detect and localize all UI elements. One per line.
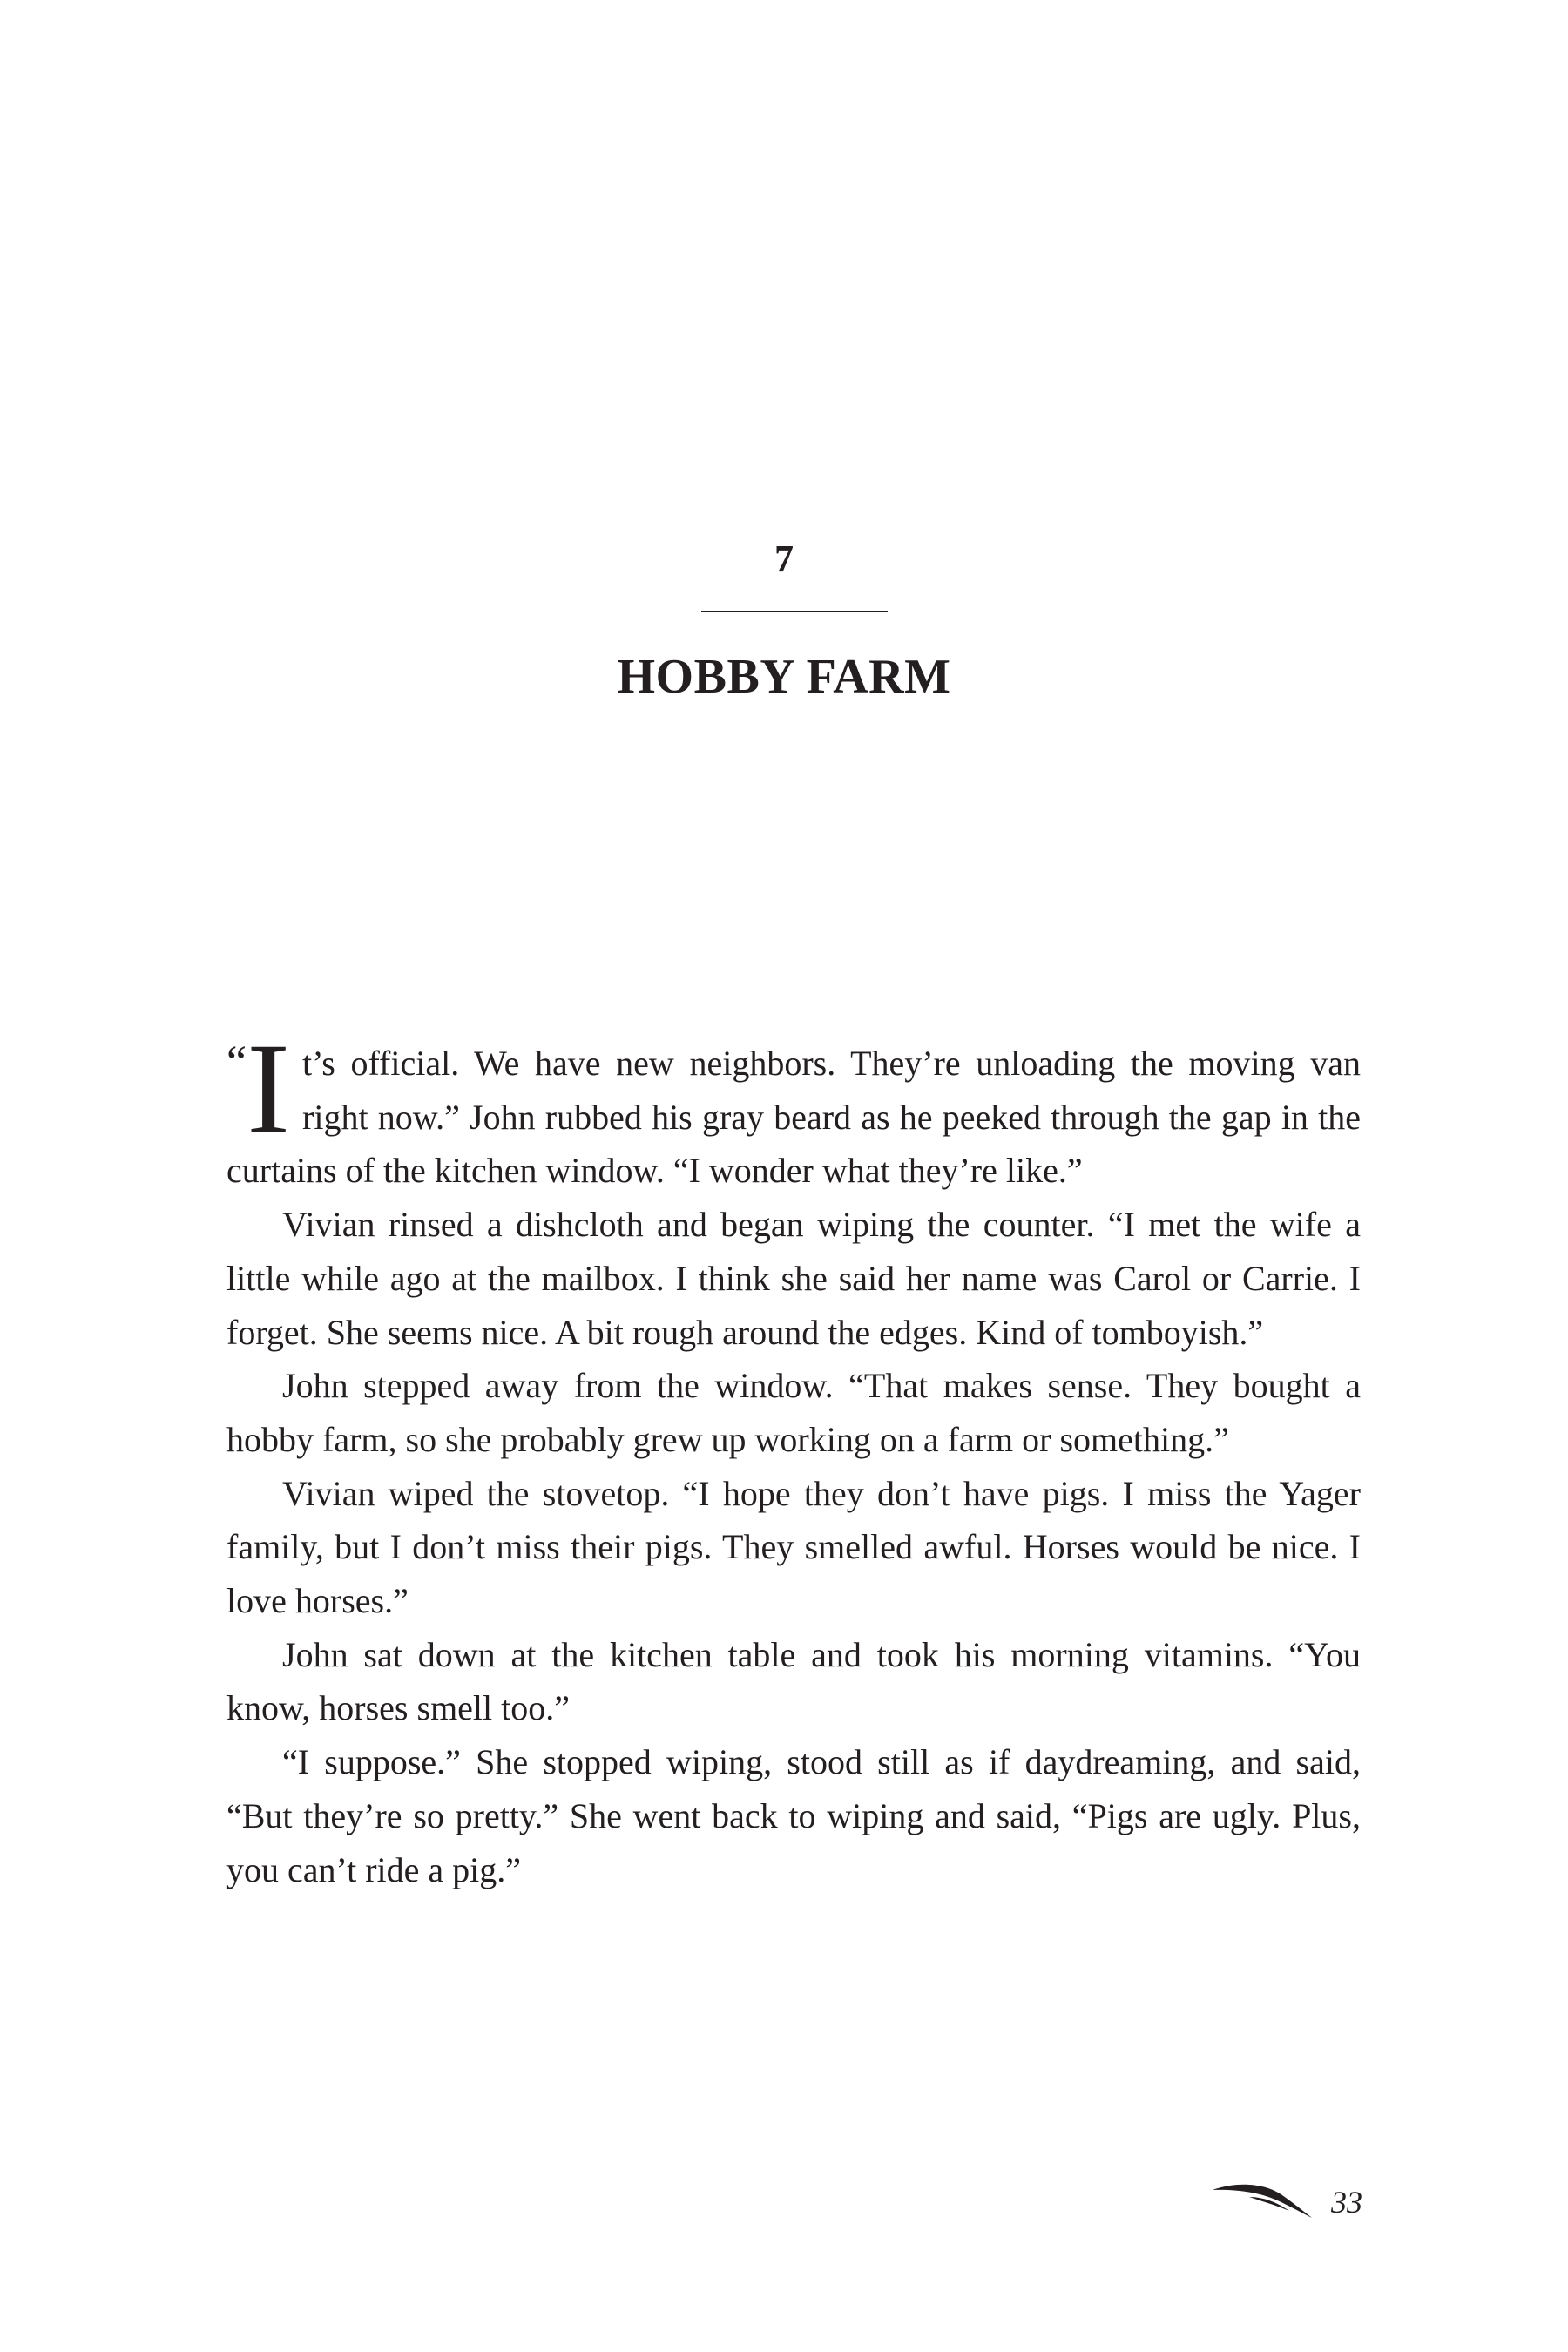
chapter-rule (701, 611, 888, 612)
paragraph-4: Vivian wiped the stovetop. “I hope they don’t have pigs. I miss the Yager family, but I don’t miss their pigs. They smelled awful. Horses would be nice. I love horses.” (226, 1473, 1361, 1621)
paragraph-1 (226, 1017, 1361, 1198)
paragraph-3: John stepped away from the window. “That makes sense. They bought a hobby farm, so she probably grew up working on a farm or something.” (226, 1366, 1361, 1459)
chapter-title: HOBBY FARM (617, 650, 951, 704)
paragraph-2: Vivian rinsed a dishcloth and began wiping the counter. “I met the wife a little while ago at the mailbox. I think she said her name was Carol or Carrie. I forget. She seems nice. A bit rough around the edges. Kind of tomboyish.” (226, 1205, 1361, 1352)
swoosh-ornament-icon (1211, 2178, 1315, 2221)
paragraph-6: “I suppose.” She stopped wiping, stood still as if daydreaming, and said, “But they’re so pretty.” She went back to wiping and said, “Pigs are ugly. Plus, you can’t ride a pig.” (226, 1742, 1361, 1889)
paragraph-5: John sat down at the kitchen table and took his morning vitamins. “You know, horses smell too.” (226, 1634, 1361, 1728)
body-text (226, 1017, 1361, 1896)
opening-quote: “ (226, 1037, 246, 1087)
chapter-number: 7 (774, 537, 794, 580)
page-footer (1211, 2178, 1368, 2230)
drop-cap: I (247, 1017, 291, 1161)
page-number: 33 (1331, 2185, 1362, 2220)
paragraph-1-text: t’s official. We have new neighbors. They’re unloading the moving van right now.” John rubbed his gray beard as he peeked through the gap in the curtains of the kitchen window. “I wonder what they’re like.” (226, 1044, 1361, 1191)
